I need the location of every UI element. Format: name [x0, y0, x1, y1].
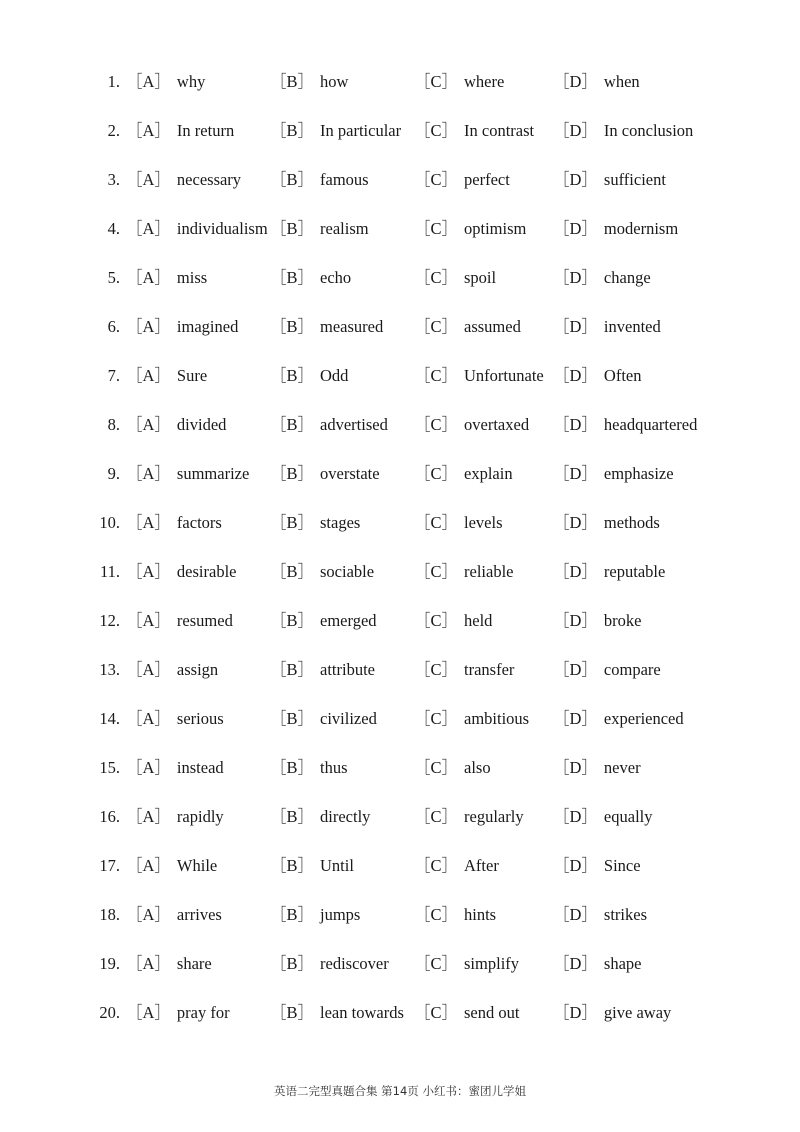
option-text: instead	[176, 758, 224, 777]
question-row	[0, 900, 800, 930]
option-letter: ［D］	[553, 611, 598, 630]
option-letter: ［A］	[126, 268, 171, 287]
option-a	[126, 557, 236, 587]
option-letter: ［D］	[553, 905, 598, 924]
option-letter: ［C］	[414, 268, 459, 287]
option-text: desirable	[176, 562, 237, 581]
option-letter: ［D］	[553, 758, 598, 777]
option-text: famous	[320, 170, 369, 189]
option-b	[270, 508, 360, 538]
option-letter: ［D］	[553, 1003, 598, 1022]
option-text: factors	[176, 513, 222, 532]
option-text: why	[176, 72, 206, 91]
question-number: 11.	[99, 562, 120, 581]
option-d	[553, 165, 666, 195]
option-letter: ［B］	[270, 709, 315, 728]
option-letter: ［D］	[553, 121, 598, 140]
option-letter: ［A］	[126, 170, 171, 189]
option-c	[414, 312, 521, 342]
option-letter: ［B］	[270, 268, 315, 287]
option-text: when	[603, 72, 640, 91]
option-a	[126, 508, 222, 538]
option-text: experienced	[603, 709, 684, 728]
option-c	[414, 508, 503, 538]
option-b	[270, 900, 360, 930]
option-letter: ［A］	[126, 513, 171, 532]
question-row	[0, 704, 800, 734]
option-c	[414, 557, 513, 587]
option-letter: ［A］	[126, 611, 171, 630]
option-text: miss	[176, 268, 208, 287]
option-letter: ［C］	[414, 415, 459, 434]
option-letter: ［B］	[270, 317, 315, 336]
option-text: measured	[320, 317, 384, 336]
option-d	[553, 851, 641, 881]
option-d	[553, 998, 671, 1028]
option-a	[126, 312, 238, 342]
option-text: broke	[603, 611, 642, 630]
option-letter: ［A］	[126, 415, 171, 434]
option-letter: ［A］	[126, 317, 171, 336]
option-text: invented	[603, 317, 661, 336]
question-number: 20.	[99, 1003, 120, 1022]
option-text: transfer	[464, 660, 515, 679]
question-row	[0, 606, 800, 636]
option-c	[414, 900, 496, 930]
option-d	[553, 508, 660, 538]
option-text: directly	[320, 807, 371, 826]
option-c	[414, 606, 492, 636]
question-row	[0, 116, 800, 146]
option-c	[414, 998, 519, 1028]
option-b	[270, 655, 375, 685]
option-d	[553, 410, 697, 440]
option-text: assign	[176, 660, 219, 679]
question-number: 10.	[99, 513, 120, 532]
option-text: explain	[464, 464, 513, 483]
option-letter: ［A］	[126, 219, 171, 238]
question-row	[0, 459, 800, 489]
option-a	[126, 165, 241, 195]
option-letter: ［A］	[126, 72, 171, 91]
option-d	[553, 312, 661, 342]
option-text: In contrast	[464, 121, 535, 140]
option-b	[270, 263, 351, 293]
option-text: reputable	[603, 562, 666, 581]
option-text: lean towards	[320, 1003, 404, 1022]
question-row	[0, 67, 800, 97]
option-text: stages	[320, 513, 361, 532]
option-letter: ［C］	[414, 758, 459, 777]
option-text: held	[464, 611, 493, 630]
option-letter: ［C］	[414, 954, 459, 973]
option-a	[126, 67, 205, 97]
option-c	[414, 116, 534, 146]
option-text: necessary	[176, 170, 242, 189]
question-row	[0, 949, 800, 979]
option-text: ambitious	[464, 709, 530, 728]
option-b	[270, 312, 383, 342]
question-row	[0, 557, 800, 587]
option-text: pray for	[176, 1003, 230, 1022]
option-text: methods	[603, 513, 660, 532]
option-d	[553, 753, 641, 783]
option-text: simplify	[464, 954, 520, 973]
option-letter: ［C］	[414, 660, 459, 679]
option-text: never	[603, 758, 641, 777]
option-a	[126, 116, 234, 146]
option-letter: ［D］	[553, 317, 598, 336]
question-number: 12.	[99, 611, 120, 630]
option-b	[270, 459, 380, 489]
option-text: levels	[464, 513, 503, 532]
question-number: 16.	[99, 807, 120, 826]
option-text: Since	[603, 856, 641, 875]
option-c	[414, 655, 514, 685]
option-a	[126, 214, 268, 244]
option-b	[270, 704, 377, 734]
option-text: share	[176, 954, 212, 973]
option-text: also	[464, 758, 491, 777]
option-letter: ［B］	[270, 366, 315, 385]
option-text: emphasize	[603, 464, 674, 483]
option-a	[126, 410, 226, 440]
option-d	[553, 361, 642, 391]
question-row	[0, 312, 800, 342]
option-c	[414, 753, 491, 783]
option-letter: ［A］	[126, 807, 171, 826]
option-d	[553, 704, 684, 734]
question-number: 7.	[107, 366, 120, 385]
option-letter: ［B］	[270, 219, 315, 238]
option-text: Odd	[320, 366, 349, 385]
option-text: sociable	[320, 562, 375, 581]
question-row	[0, 753, 800, 783]
option-letter: ［A］	[126, 121, 171, 140]
option-d	[553, 116, 693, 146]
option-letter: ［B］	[270, 1003, 315, 1022]
option-text: realism	[320, 219, 369, 238]
option-text: modernism	[603, 219, 679, 238]
option-letter: ［D］	[553, 219, 598, 238]
option-b	[270, 753, 348, 783]
option-b	[270, 557, 374, 587]
option-d	[553, 655, 661, 685]
option-b	[270, 116, 401, 146]
option-letter: ［B］	[270, 611, 315, 630]
option-b	[270, 165, 369, 195]
question-number: 13.	[99, 660, 120, 679]
question-row	[0, 851, 800, 881]
option-letter: ［B］	[270, 807, 315, 826]
question-number: 2.	[107, 121, 120, 140]
option-letter: ［D］	[553, 807, 598, 826]
option-text: change	[603, 268, 651, 287]
option-letter: ［C］	[414, 611, 459, 630]
option-letter: ［B］	[270, 905, 315, 924]
option-letter: ［A］	[126, 905, 171, 924]
option-text: assumed	[464, 317, 521, 336]
option-a	[126, 655, 218, 685]
question-row	[0, 655, 800, 685]
option-letter: ［D］	[553, 513, 598, 532]
option-d	[553, 557, 665, 587]
option-a	[126, 606, 233, 636]
question-number: 19.	[99, 954, 120, 973]
option-text: individualism	[176, 219, 268, 238]
question-row	[0, 165, 800, 195]
option-d	[553, 459, 674, 489]
option-letter: ［C］	[414, 170, 459, 189]
option-text: spoil	[464, 268, 497, 287]
option-letter: ［B］	[270, 170, 315, 189]
option-letter: ［B］	[270, 121, 315, 140]
question-number: 15.	[99, 758, 120, 777]
option-letter: ［B］	[270, 758, 315, 777]
option-text: jumps	[320, 905, 361, 924]
option-letter: ［A］	[126, 856, 171, 875]
option-letter: ［D］	[553, 856, 598, 875]
option-letter: ［B］	[270, 660, 315, 679]
option-c	[414, 361, 544, 391]
question-number: 1.	[107, 72, 120, 91]
question-number: 8.	[107, 415, 120, 434]
option-letter: ［D］	[553, 268, 598, 287]
option-text: civilized	[320, 709, 377, 728]
option-letter: ［D］	[553, 562, 598, 581]
option-text: optimism	[464, 219, 527, 238]
option-letter: ［C］	[414, 562, 459, 581]
option-letter: ［C］	[414, 366, 459, 385]
option-text: hints	[464, 905, 497, 924]
option-text: regularly	[464, 807, 524, 826]
option-text: After	[464, 856, 499, 875]
option-text: strikes	[603, 905, 648, 924]
option-text: send out	[464, 1003, 520, 1022]
option-letter: ［B］	[270, 562, 315, 581]
option-text: compare	[603, 660, 661, 679]
option-text: emerged	[320, 611, 377, 630]
question-number: 9.	[107, 464, 120, 483]
option-text: resumed	[176, 611, 233, 630]
option-text: rapidly	[176, 807, 224, 826]
option-a	[126, 459, 249, 489]
option-letter: ［C］	[414, 513, 459, 532]
option-letter: ［B］	[270, 856, 315, 875]
option-letter: ［D］	[553, 954, 598, 973]
option-text: Often	[603, 366, 642, 385]
option-b	[270, 410, 388, 440]
option-letter: ［C］	[414, 464, 459, 483]
option-text: In particular	[320, 121, 402, 140]
option-letter: ［C］	[414, 72, 459, 91]
option-letter: ［A］	[126, 660, 171, 679]
option-a	[126, 851, 217, 881]
option-letter: ［D］	[553, 709, 598, 728]
option-text: reliable	[464, 562, 514, 581]
option-text: arrives	[176, 905, 222, 924]
question-number: 4.	[107, 219, 120, 238]
option-text: Unfortunate	[464, 366, 544, 385]
option-letter: ［D］	[553, 72, 598, 91]
option-c	[414, 410, 529, 440]
question-row	[0, 361, 800, 391]
option-letter: ［A］	[126, 709, 171, 728]
option-letter: ［C］	[414, 905, 459, 924]
question-number: 14.	[99, 709, 120, 728]
option-letter: ［D］	[553, 415, 598, 434]
option-letter: ［B］	[270, 954, 315, 973]
option-letter: ［D］	[553, 660, 598, 679]
option-text: In conclusion	[603, 121, 694, 140]
option-letter: ［C］	[414, 121, 459, 140]
option-letter: ［A］	[126, 1003, 171, 1022]
option-text: overstate	[320, 464, 380, 483]
option-letter: ［B］	[270, 464, 315, 483]
option-text: divided	[176, 415, 227, 434]
option-b	[270, 606, 377, 636]
question-row	[0, 802, 800, 832]
option-a	[126, 753, 224, 783]
option-text: Until	[320, 856, 354, 875]
option-d	[553, 949, 642, 979]
option-b	[270, 214, 369, 244]
option-c	[414, 802, 524, 832]
option-letter: ［C］	[414, 807, 459, 826]
option-text: advertised	[320, 415, 388, 434]
option-letter: ［C］	[414, 709, 459, 728]
option-letter: ［A］	[126, 464, 171, 483]
option-text: give away	[603, 1003, 672, 1022]
option-text: While	[176, 856, 218, 875]
option-a	[126, 949, 212, 979]
option-text: summarize	[176, 464, 250, 483]
option-text: equally	[603, 807, 653, 826]
option-text: overtaxed	[464, 415, 530, 434]
option-d	[553, 214, 678, 244]
option-d	[553, 900, 647, 930]
option-d	[553, 67, 640, 97]
option-letter: ［D］	[553, 170, 598, 189]
question-number: 17.	[99, 856, 120, 875]
question-number: 5.	[107, 268, 120, 287]
option-c	[414, 67, 504, 97]
option-c	[414, 459, 513, 489]
option-letter: ［B］	[270, 72, 315, 91]
option-b	[270, 949, 389, 979]
option-letter: ［B］	[270, 415, 315, 434]
option-b	[270, 67, 348, 97]
question-row	[0, 998, 800, 1028]
question-row	[0, 263, 800, 293]
option-letter: ［D］	[553, 464, 598, 483]
option-text: Sure	[176, 366, 208, 385]
option-c	[414, 263, 496, 293]
option-c	[414, 949, 519, 979]
option-letter: ［C］	[414, 1003, 459, 1022]
option-text: In return	[176, 121, 235, 140]
option-a	[126, 704, 224, 734]
question-row	[0, 214, 800, 244]
option-c	[414, 704, 529, 734]
option-a	[126, 361, 207, 391]
option-text: shape	[603, 954, 642, 973]
option-c	[414, 214, 526, 244]
page-footer: 英语二完型真题合集 第14页 小红书：蜜团儿学姐	[274, 1084, 526, 1098]
option-letter: ［A］	[126, 562, 171, 581]
option-b	[270, 998, 404, 1028]
option-letter: ［B］	[270, 513, 315, 532]
option-text: imagined	[176, 317, 239, 336]
option-c	[414, 851, 499, 881]
option-letter: ［C］	[414, 317, 459, 336]
option-text: headquartered	[603, 415, 698, 434]
question-row	[0, 410, 800, 440]
question-row	[0, 508, 800, 538]
option-letter: ［A］	[126, 366, 171, 385]
option-a	[126, 900, 222, 930]
option-text: perfect	[464, 170, 510, 189]
option-c	[414, 165, 510, 195]
option-text: thus	[320, 758, 348, 777]
option-text: sufficient	[603, 170, 666, 189]
option-a	[126, 998, 230, 1028]
option-b	[270, 361, 348, 391]
option-text: rediscover	[320, 954, 389, 973]
option-letter: ［C］	[414, 856, 459, 875]
option-text: serious	[176, 709, 224, 728]
question-number: 18.	[99, 905, 120, 924]
option-text: echo	[320, 268, 352, 287]
option-letter: ［C］	[414, 219, 459, 238]
option-b	[270, 851, 354, 881]
option-a	[126, 263, 207, 293]
option-letter: ［A］	[126, 954, 171, 973]
option-b	[270, 802, 370, 832]
option-d	[553, 606, 642, 636]
option-a	[126, 802, 224, 832]
option-d	[553, 263, 651, 293]
option-text: how	[320, 72, 349, 91]
question-number: 3.	[107, 170, 120, 189]
option-d	[553, 802, 653, 832]
option-text: attribute	[320, 660, 375, 679]
option-text: where	[464, 72, 505, 91]
question-number: 6.	[107, 317, 120, 336]
option-letter: ［D］	[553, 366, 598, 385]
option-letter: ［A］	[126, 758, 171, 777]
